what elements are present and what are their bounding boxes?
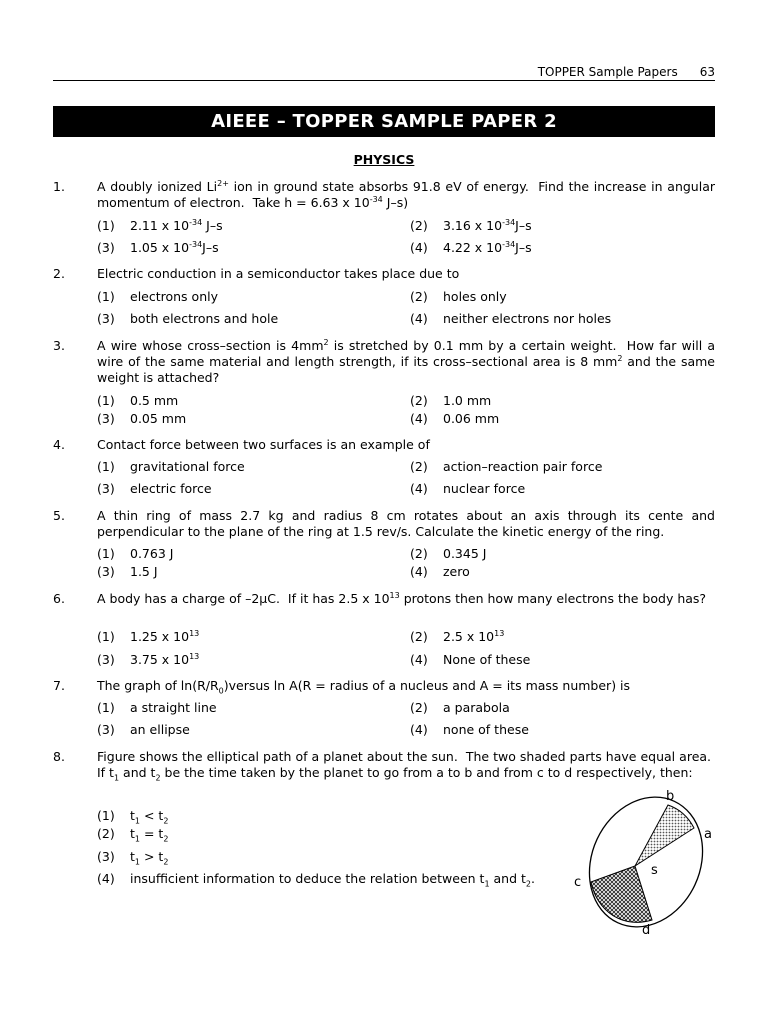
shaded-area-ab: [635, 805, 694, 866]
option-3: [97, 722, 190, 737]
option-1: [97, 700, 217, 715]
option-text: electrons only: [130, 289, 218, 304]
question-5: [53, 508, 715, 579]
option-1: [97, 808, 169, 826]
option-text: 2.11 x $10^{-34}$ J–s: [130, 217, 223, 233]
option-text: 4.22 x $10^{-34}J-s$: [443, 239, 532, 255]
option-3: [97, 652, 199, 667]
running-header: [53, 64, 715, 81]
question-3: [53, 337, 715, 426]
option-text: 2.5 x $10^{13}$: [443, 628, 505, 644]
option-1: [97, 459, 245, 474]
question-number: 1.: [53, 179, 65, 194]
option-2: [410, 629, 504, 644]
option-text: 0.345 J: [443, 546, 487, 561]
option-1: [97, 393, 178, 408]
running-title: TOPPER Sample Papers: [537, 65, 678, 79]
question-text: A wire whose cross–section is $4mm^2$ is stretched by 0.1 mm by a certain weight. How far will a wire of the same material and length strength, if its cross–sectional area is 8 $mm^2$ and the same weight is attached?: [97, 337, 715, 385]
option-text: neither electrons nor holes: [443, 311, 612, 326]
option-number: (4): [97, 871, 115, 886]
option-text: 1.5 J: [130, 564, 158, 579]
option-number: (2): [410, 629, 428, 644]
option-4: [410, 564, 470, 579]
label-s: s: [651, 863, 658, 878]
option-number: (2): [97, 826, 115, 841]
option-text: 1.0 mm: [443, 393, 492, 408]
option-text: None of these: [443, 652, 531, 667]
question-1: [53, 178, 715, 255]
option-text: a straight line: [130, 700, 217, 715]
option-number: (1): [97, 393, 115, 408]
question-number: 8.: [53, 749, 65, 764]
question-text: Electric conduction in a semiconductor takes place due to: [97, 266, 460, 281]
option-text: insufficient information to deduce the relation between $t_1$ and $t_2$.: [130, 871, 535, 889]
option-text: zero: [443, 564, 470, 579]
option-text: 1.05 x $10^{-34}J-s$: [130, 239, 219, 255]
option-3: [97, 240, 219, 255]
label-a: a: [704, 827, 712, 842]
option-text: $t_1 > t_2$: [130, 849, 169, 867]
option-text: holes only: [443, 289, 507, 304]
option-1: [97, 218, 223, 233]
option-number: (1): [97, 700, 115, 715]
question-7: [53, 678, 715, 737]
option-4: [410, 411, 499, 426]
option-text: nuclear force: [443, 481, 526, 496]
subject-heading: PHYSICS: [353, 152, 415, 167]
option-number: (1): [97, 808, 115, 823]
paper-title-banner: AIEEE – TOPPER SAMPLE PAPER 2: [53, 106, 715, 137]
option-3: [97, 481, 212, 496]
question-number: 5.: [53, 508, 65, 523]
option-number: (3): [97, 411, 115, 426]
option-number: (4): [410, 722, 428, 737]
option-2: [97, 826, 169, 844]
option-number: (4): [410, 240, 428, 255]
option-text: electric force: [130, 481, 212, 496]
question-text: A thin ring of mass 2.7 kg and radius 8 cm rotates about an axis through its cente and perpendicular to the plane of the ring at 1.5 rev/s. Calculate the kinetic energy of the ring.: [97, 508, 715, 539]
option-number: (1): [97, 289, 115, 304]
shaded-area-cd: [591, 866, 652, 922]
option-2: [410, 546, 486, 561]
option-number: (2): [410, 700, 428, 715]
option-number: (4): [410, 481, 428, 496]
option-text: 0.5 mm: [130, 393, 179, 408]
option-number: (3): [97, 722, 115, 737]
label-d: d: [642, 923, 651, 938]
question-8: [53, 749, 715, 889]
option-2: [410, 700, 510, 715]
option-text: 0.05 mm: [130, 411, 187, 426]
option-number: (1): [97, 629, 115, 644]
option-3: [97, 311, 278, 326]
question-text: The graph of $\ln(R/R_0)versus$ ln A(R = radius of a nucleus and A = its mass number) is: [97, 678, 631, 696]
question-text: Figure shows the elliptical path of a planet about the sun. The two shaded parts have equal area. If $t_1$ and $t_2$ be the time taken by the planet to go from a to b and from c to d respectively, then:: [97, 749, 715, 783]
option-text: gravitational force: [130, 459, 245, 474]
option-text: 3.75 x $10^{13}$: [130, 651, 200, 667]
option-number: (3): [97, 481, 115, 496]
question-number: 2.: [53, 266, 65, 281]
option-2: [410, 218, 532, 233]
question-number: 6.: [53, 591, 65, 606]
question-4: [53, 437, 715, 496]
option-number: (3): [97, 311, 115, 326]
option-text: an ellipse: [130, 722, 190, 737]
label-b: b: [666, 789, 675, 804]
option-number: (2): [410, 218, 428, 233]
option-3: [97, 564, 158, 579]
option-2: [410, 289, 507, 304]
option-4: [410, 481, 525, 496]
option-text: action–reaction pair force: [443, 459, 603, 474]
question-text: A doubly ionized $Li^{2+}$ ion in ground state absorbs 91.8 eV of energy. Find the increase in angular momentum of electron. Take h = 6.63 x $10^{-34}$ J–s): [97, 178, 715, 210]
option-text: none of these: [443, 722, 529, 737]
option-number: (2): [410, 289, 428, 304]
label-c: c: [574, 875, 582, 890]
option-text: 1.25 x $10^{13}$: [130, 628, 200, 644]
option-3: [97, 411, 186, 426]
question-number: 4.: [53, 437, 65, 452]
option-text: 0.763 J: [130, 546, 174, 561]
option-number: (3): [97, 849, 115, 864]
option-number: (3): [97, 652, 115, 667]
option-1: [97, 289, 218, 304]
planet-orbit-figure: [560, 786, 732, 938]
option-text: $t_1 < t_2$: [130, 808, 169, 826]
option-number: (1): [97, 546, 115, 561]
option-number: (1): [97, 218, 115, 233]
question-number: 7.: [53, 678, 65, 693]
option-number: (2): [410, 546, 428, 561]
page-number: 63: [699, 65, 715, 79]
option-number: (3): [97, 564, 115, 579]
option-3: [97, 849, 169, 867]
option-4: [410, 311, 611, 326]
option-4: [410, 240, 532, 255]
option-text: 3.16 x $10^{-34}J-s$: [443, 217, 532, 233]
option-number: (4): [410, 652, 428, 667]
option-number: (2): [410, 393, 428, 408]
question-number: 3.: [53, 338, 65, 353]
question-2: [53, 266, 715, 326]
option-number: (4): [410, 311, 428, 326]
option-number: (3): [97, 240, 115, 255]
option-2: [410, 459, 602, 474]
option-number: (4): [410, 411, 428, 426]
option-2: [410, 393, 491, 408]
option-number: (4): [410, 564, 428, 579]
option-text: $t_1 = t_2$: [130, 826, 169, 844]
question-text: A body has a charge of –2μC. If it has 2.5 x $10^{13}$ protons then how many electrons the body has?: [97, 590, 707, 606]
option-4: [410, 652, 530, 667]
option-1: [97, 546, 173, 561]
question-text: Contact force between two surfaces is an example of: [97, 437, 430, 452]
option-text: 0.06 mm: [443, 411, 500, 426]
option-4: [410, 722, 529, 737]
option-text: a parabola: [443, 700, 510, 715]
option-number: (1): [97, 459, 115, 474]
option-text: both electrons and hole: [130, 311, 279, 326]
option-1: [97, 629, 199, 644]
option-4: [97, 871, 535, 889]
question-6: [53, 590, 715, 667]
option-number: (2): [410, 459, 428, 474]
